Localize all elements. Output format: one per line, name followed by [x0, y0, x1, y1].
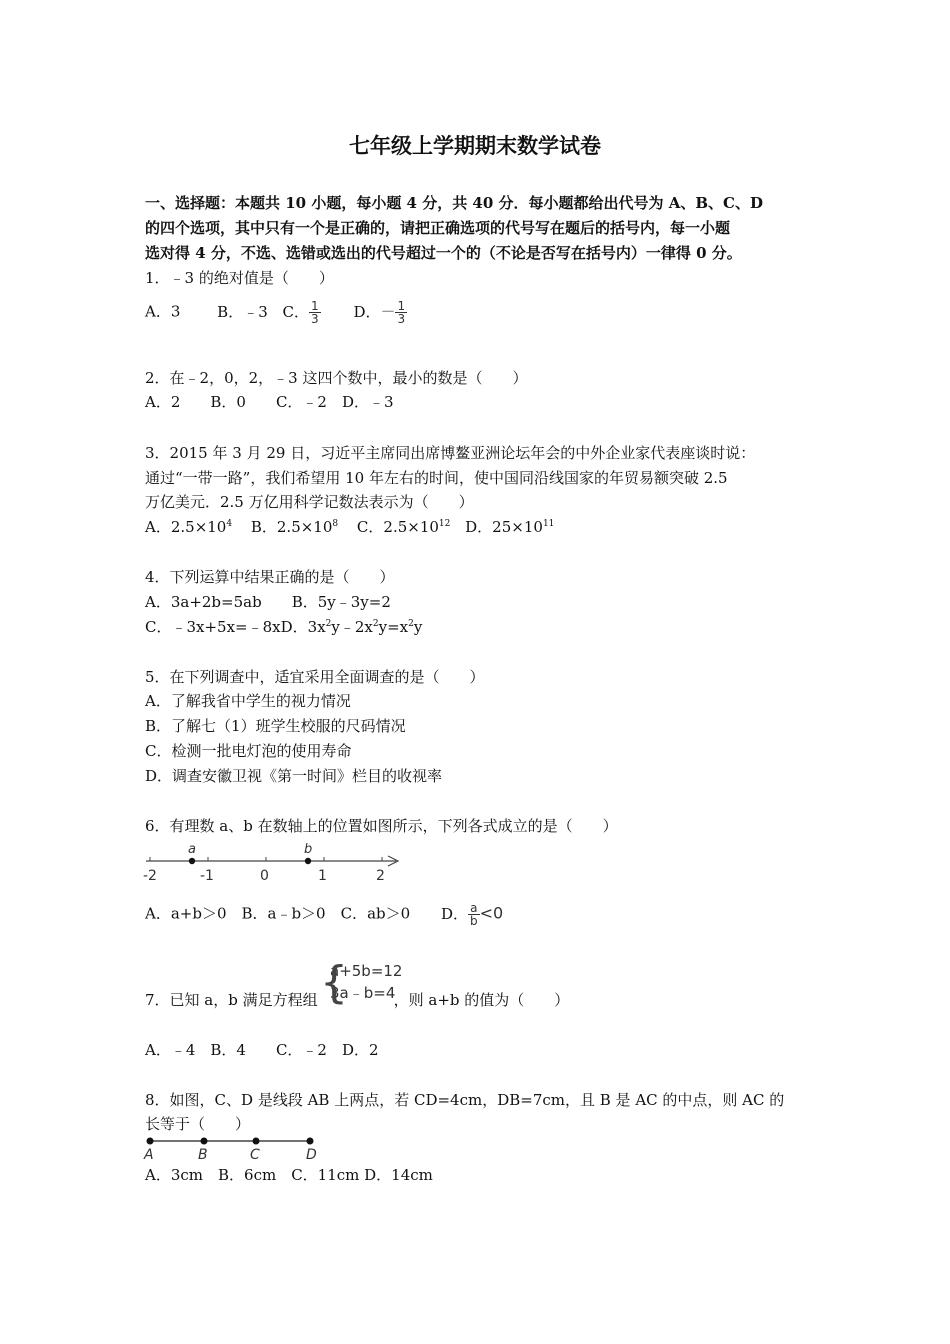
q1-fraction-c: $\frac{1}{3}$	[311, 299, 319, 326]
point-D-dot	[307, 1138, 314, 1145]
question-2-stem: 2．在﹣2，0，2，﹣3 这四个数中，最小的数是（ ）	[145, 369, 528, 387]
point-b-label: b	[304, 842, 313, 857]
q6-option-d: D．	[440, 904, 468, 923]
question-3-options: A．$2.5\times 10^4$ B．$2.5\times 10^8$ C．$2.5\times 10^{12}$ D．$25\times 10^{11}$	[145, 518, 555, 536]
question-4-options-ab: A．3a+2b=5ab B．5y﹣3y=2	[145, 593, 391, 611]
point-D-label: D	[306, 1147, 317, 1163]
tick-label-neg2: -2	[143, 868, 157, 884]
point-C-dot	[253, 1138, 260, 1145]
question-3-line-3: 万亿美元．2.5 万亿用科学记数法表示为（ ）	[145, 493, 474, 511]
equation-2: 3a﹣b=4	[330, 984, 396, 1002]
point-B-label: B	[198, 1147, 208, 1163]
question-2-options: A．2 B．0 C．﹣2 D．﹣3	[145, 393, 394, 411]
q5-option-a: A．了解我省中学生的视力情况	[145, 692, 351, 710]
point-B-dot	[201, 1138, 208, 1145]
q3-option-a: A．2.5×10	[145, 518, 227, 536]
point-A-label: A	[144, 1147, 154, 1163]
number-line-figure	[140, 840, 410, 885]
section-instructions-line-3: 选对得 4 分，不选、选错或选出的代号超过一个的（不论是否写在括号内）一律得 0 分。	[145, 244, 742, 262]
q1-option-b: B．﹣3	[217, 302, 268, 321]
question-4-stem: 4．下列运算中结果正确的是（ ）	[145, 568, 395, 586]
point-b-dot	[305, 858, 311, 864]
question-1-stem: 1．﹣3 的绝对值是（ ）	[145, 269, 334, 287]
equation-1: a+5b=12	[330, 962, 403, 980]
question-4-options-cd	[145, 617, 422, 637]
q1-option-c: C．	[282, 302, 310, 321]
q1-minus-sign: －	[380, 302, 396, 321]
question-7-options: A．﹣4 B．4 C．﹣2 D．2	[145, 1041, 379, 1059]
question-6-options	[145, 902, 503, 927]
point-a-label: a	[188, 842, 196, 857]
question-5-stem: 5．在下列调查中，适宜采用全面调查的是（ ）	[145, 668, 485, 686]
question-8-line-1: 8．如图，C、D 是线段 AB 上两点，若 CD=4cm，DB=7cm，且 B 是 AC 的中点，则 AC 的	[145, 1091, 785, 1109]
q6-less-than-zero: <0	[479, 903, 504, 923]
question-3-line-1: 3．2015 年 3 月 29 日，习近平主席同出席博鳌亚洲论坛年会的中外企业家代表座谈时说：	[145, 444, 756, 462]
question-1-options	[145, 300, 407, 326]
equation-brace: {	[320, 957, 348, 1008]
segment-figure	[140, 1133, 330, 1163]
tick-label-1: 1	[318, 868, 327, 884]
section-instructions-line-1: 一、选择题：本题共 10 小题，每小题 4 分，共 40 分．每小题都给出代号为 A、B、C、D	[145, 194, 764, 212]
q5-option-b: B．了解七（1）班学生校服的尺码情况	[145, 717, 406, 735]
question-6-stem: 6．有理数 a、b 在数轴上的位置如图所示，下列各式成立的是（ ）	[145, 817, 618, 835]
q5-option-c: C．检测一批电灯泡的使用寿命	[145, 742, 352, 760]
q6-options-abc: A．a+b＞0 B．a﹣b＞0 C．ab＞0	[145, 904, 411, 923]
question-8-line-2: 长等于（ ）	[145, 1115, 251, 1133]
question-8-options: A．3cm B．6cm C．11cm D．14cm	[145, 1166, 433, 1184]
q1-fraction-d: $\frac{1}{3}$	[397, 299, 406, 326]
tick-label-2: 2	[376, 868, 385, 884]
question-7-stem: 7．已知 a，b 满足方程组 ，则 a+b 的值为（ ）	[145, 991, 570, 1009]
point-A-dot	[147, 1138, 154, 1145]
tick-label-neg1: -1	[200, 868, 214, 884]
q3-option-d: D．25×10	[465, 518, 543, 536]
section-instructions-line-2: 的四个选项，其中只有一个是正确的，请把正确选项的代号写在题后的括号内，每一小题	[145, 219, 731, 237]
q4-option-d: D．$3x^2y﹣2x^2y=x^2y$	[280, 618, 423, 636]
tick-label-0: 0	[260, 868, 269, 884]
point-C-label: C	[250, 1147, 260, 1163]
q3-option-b: B．2.5×10	[250, 518, 333, 536]
q1-option-d: D．	[353, 302, 381, 321]
question-3-line-2: 通过“一带一路”，我们希望用 10 年左右的时间，使中国同沿线国家的年贸易额突破 2.5	[145, 469, 728, 487]
q5-option-d: D．调查安徽卫视《第一时间》栏目的收视率	[145, 767, 443, 785]
point-a-dot	[189, 858, 195, 864]
page-title: 七年级上学期期末数学试卷	[349, 133, 601, 158]
q6-fraction-a-over-b: $\frac{a}{b}$	[469, 901, 478, 928]
q1-option-a: A．3	[145, 302, 181, 321]
q4-option-c: C．﹣3x+5x=﹣8x	[145, 618, 281, 636]
q3-option-c: C．2.5×10	[356, 518, 439, 536]
